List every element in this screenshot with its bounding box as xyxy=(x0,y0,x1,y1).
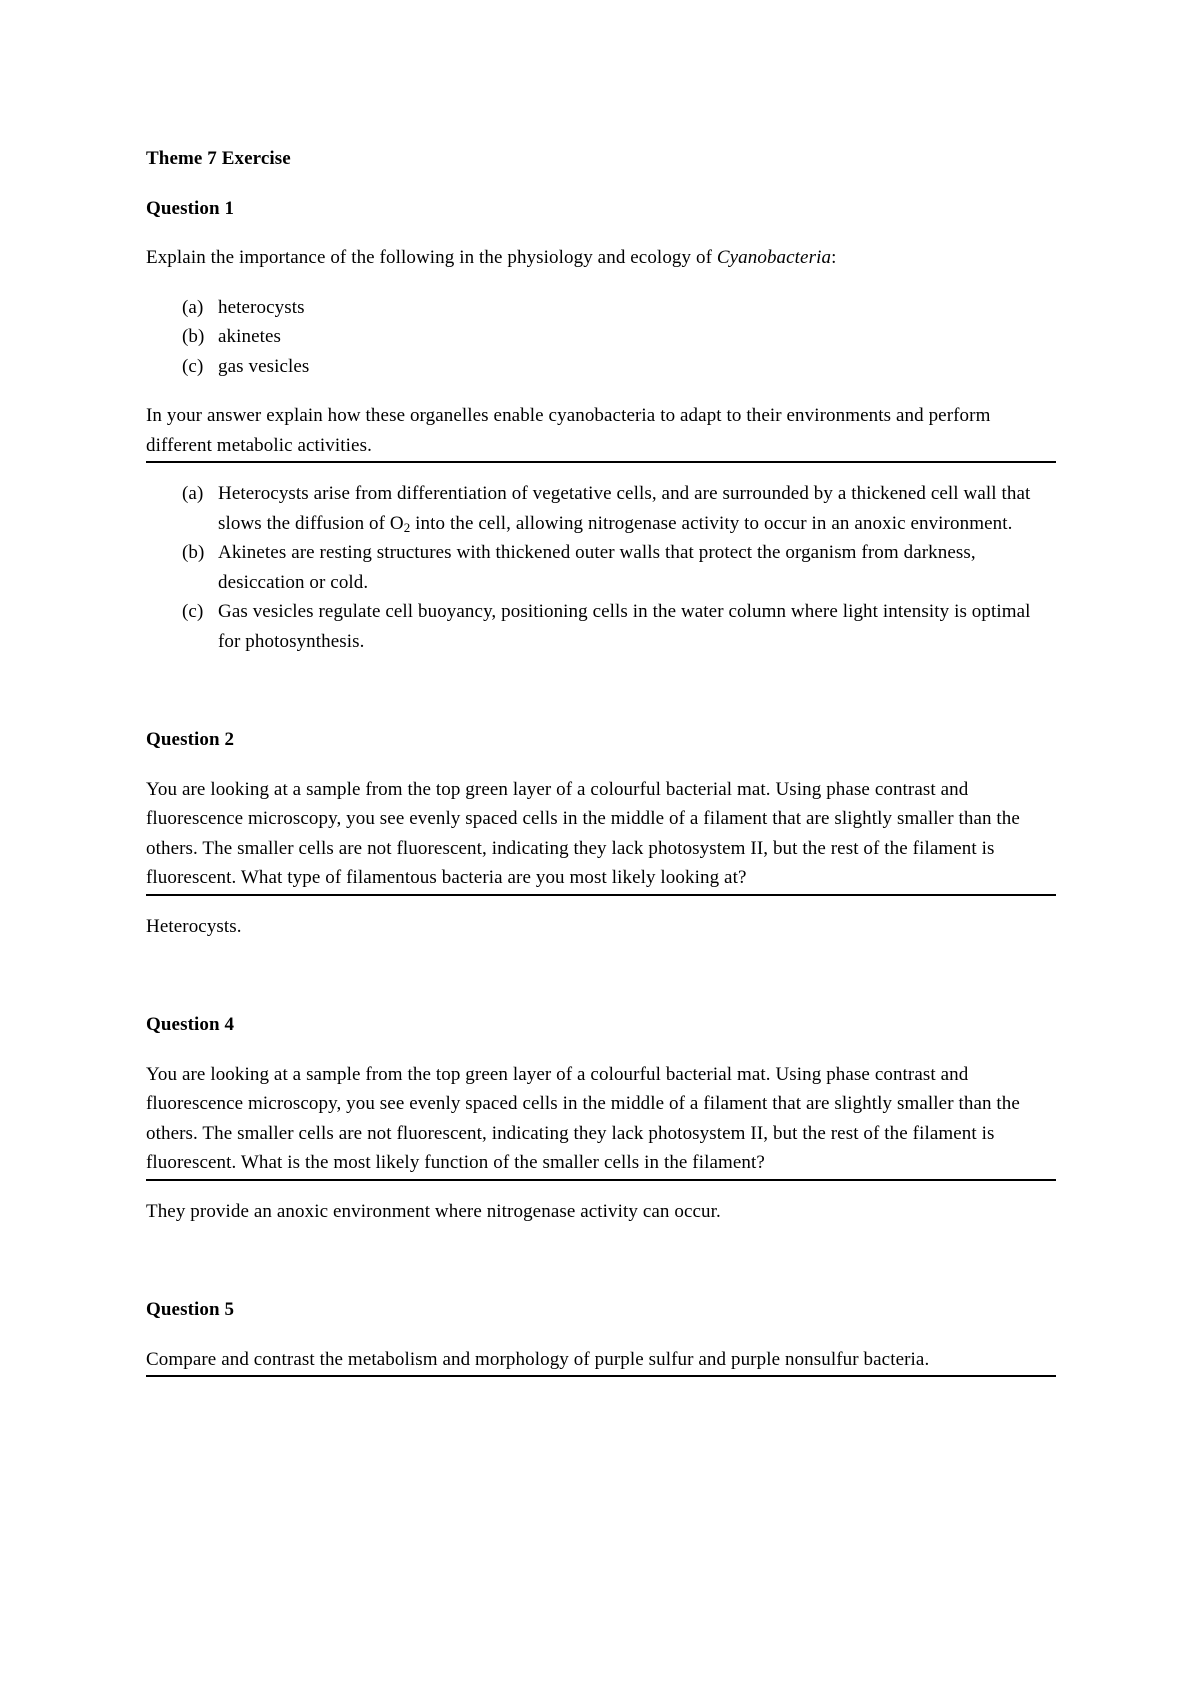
answer-text xyxy=(218,479,1056,538)
question-2-heading: Question 2 xyxy=(146,729,235,750)
question-1-item xyxy=(146,322,1056,352)
question-4 xyxy=(146,1010,1056,1226)
item-label: (a) xyxy=(182,296,204,318)
question-5-prompt: Compare and contrast the metabolism and morphology of purple sulfur and purple nonsulfur bacteria. xyxy=(146,1345,1056,1378)
answer-label: (a) xyxy=(182,483,204,504)
document-body xyxy=(146,144,1056,1377)
item-label: (b) xyxy=(182,326,205,347)
answer-label: (b) xyxy=(182,542,205,563)
question-4-heading: Question 4 xyxy=(146,1014,235,1035)
question-1-prompt-end: : xyxy=(831,247,837,268)
question-1-prompt-start: Explain the importance of the following in the physiology and ecology of xyxy=(146,247,717,268)
question-1-items xyxy=(146,293,1056,382)
question-5 xyxy=(146,1295,1056,1377)
answer-a-part-2: into the cell, allowing nitrogenase activity to occur in an anoxic environment. xyxy=(410,512,1013,534)
answer-item-c xyxy=(146,597,1056,656)
subscript-2: 2 xyxy=(403,519,411,535)
item-text: heterocysts xyxy=(218,296,305,318)
answer-item-b xyxy=(146,538,1056,597)
question-5-heading: Question 5 xyxy=(146,1299,235,1320)
answer-a-part-1: Heterocysts arise from differentiation of vegetative cells, and are surrounded by a thickened cell wall that slows the diffusion of O xyxy=(218,483,1031,534)
question-1 xyxy=(146,194,1056,657)
question-1-instruction: In your answer explain how these organelles enable cyanobacteria to adapt to their environments and perform different metabolic activities. xyxy=(146,401,1056,463)
answer-text: Akinetes are resting structures with thickened outer walls that protect the organism from darkness, desiccation or cold. xyxy=(218,542,976,593)
question-2-answer: Heterocysts. xyxy=(146,915,242,937)
item-text: gas vesicles xyxy=(218,355,310,377)
document-title: Theme 7 Exercise xyxy=(146,148,291,169)
question-1-item xyxy=(146,352,1056,382)
question-1-prompt-italic: Cyanobacteria xyxy=(716,247,832,268)
question-1-item xyxy=(146,293,1056,323)
item-label: (c) xyxy=(182,355,204,377)
question-2 xyxy=(146,725,1056,941)
question-1-prompt xyxy=(146,243,1056,273)
item-text: akinetes xyxy=(218,326,282,347)
question-4-prompt: You are looking at a sample from the top green layer of a colourful bacterial mat. Using phase contrast and fluorescence microscopy, you see evenly spaced cells in the middle of a filament that are slightly smaller than the others. The smaller cells are not fluorescent, indicating they lack photosystem II, but the rest of the filament is fluorescent. What is the most likely function of the smaller cells in the filament? xyxy=(146,1060,1056,1181)
question-2-prompt: You are looking at a sample from the top green layer of a colourful bacterial mat. Using phase contrast and fluorescence microscopy, you see evenly spaced cells in the middle of a filament that are slightly smaller than the others. The smaller cells are not fluorescent, indicating they lack photosystem II, but the rest of the filament is fluorescent. What type of filamentous bacteria are you most likely looking at? xyxy=(146,775,1056,896)
question-4-answer: They provide an anoxic environment where nitrogenase activity can occur. xyxy=(146,1200,721,1222)
answer-text: Gas vesicles regulate cell buoyancy, positioning cells in the water column where light intensity is optimal for photosynthesis. xyxy=(218,601,1031,652)
question-1-answers xyxy=(146,479,1056,656)
question-1-heading: Question 1 xyxy=(146,197,235,219)
answer-item-a xyxy=(146,479,1056,538)
answer-label: (c) xyxy=(182,601,204,622)
